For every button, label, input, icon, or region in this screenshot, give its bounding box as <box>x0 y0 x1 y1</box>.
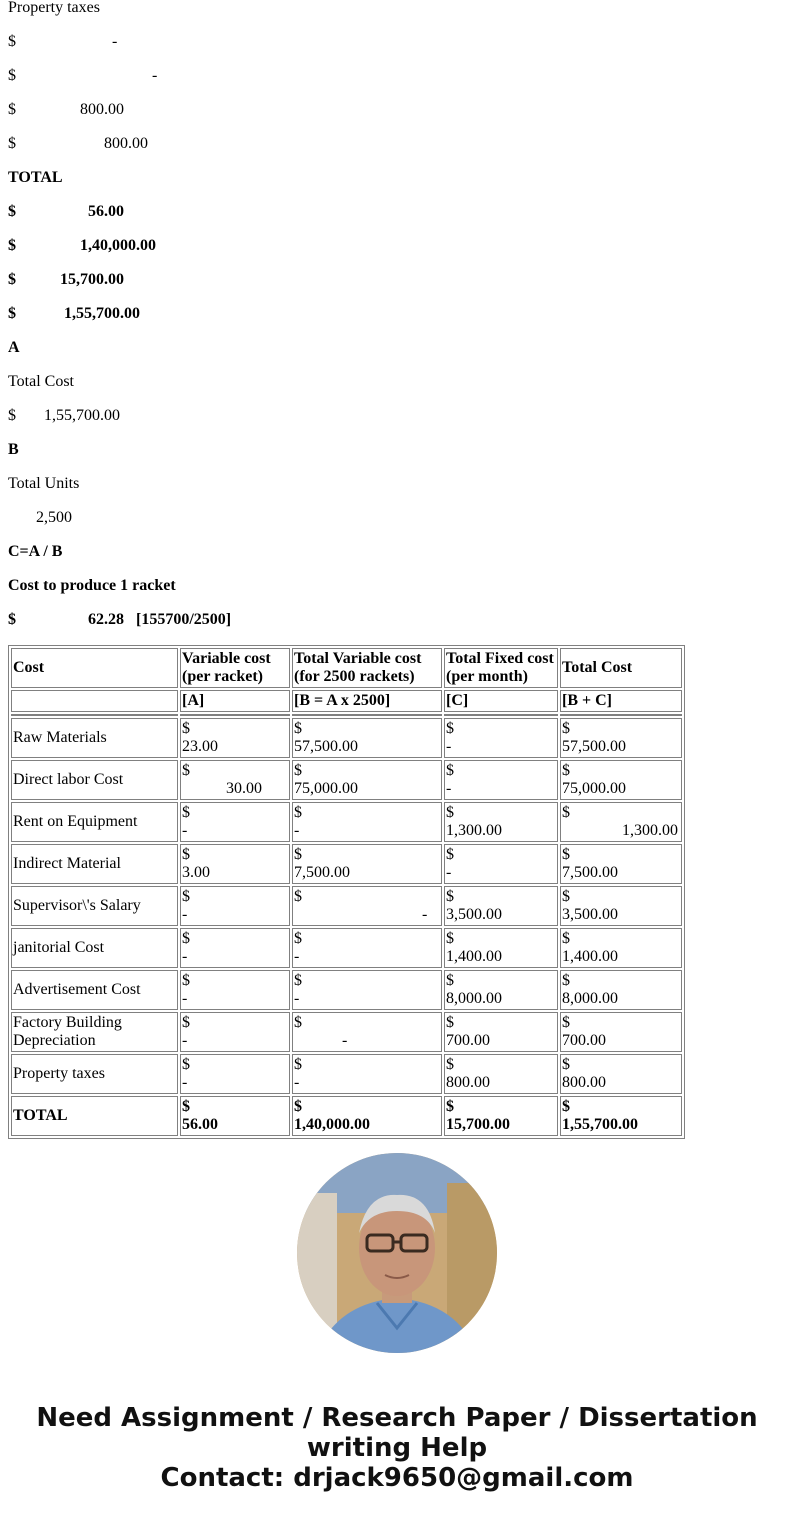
value-cell <box>292 760 442 800</box>
header-cell: Total Variable cost (for 2500 rackets) <box>292 648 442 688</box>
currency-symbol: $ <box>294 930 302 947</box>
currency-symbol: $ <box>446 1014 454 1031</box>
value-cell <box>292 1096 442 1136</box>
row-label: Raw Materials <box>11 718 178 758</box>
value-cell <box>180 844 290 884</box>
row-label: TOTAL <box>11 1096 178 1136</box>
amount: - <box>294 906 428 923</box>
footer-line-2: writing Help <box>306 1433 488 1463</box>
value-cell <box>560 760 682 800</box>
row-label: Advertisement Cost <box>11 970 178 1010</box>
row-label: Indirect Material <box>11 844 178 884</box>
value-cell <box>560 1096 682 1136</box>
currency-symbol: $ <box>446 972 454 989</box>
footer-contact: Contact: drjack9650@gmail.com <box>160 1463 634 1493</box>
currency-symbol: $ <box>294 888 302 905</box>
amount: 1,40,000.00 <box>294 1116 370 1133</box>
amount: 3.00 <box>182 864 210 881</box>
currency-symbol: $ <box>562 1056 570 1073</box>
value-cell <box>560 928 682 968</box>
pt-var-cost: $ - <box>8 33 118 50</box>
currency-symbol: $ <box>182 846 190 863</box>
currency-symbol: $ <box>446 762 454 779</box>
subheader-cell: [B + C] <box>560 690 682 712</box>
amount: 7,500.00 <box>562 864 618 881</box>
table-row <box>11 970 682 1010</box>
currency-symbol: $ <box>294 804 302 821</box>
value-cell <box>180 718 290 758</box>
total-cost-label: Total Cost <box>8 373 74 390</box>
amount: - <box>446 780 452 797</box>
subheader-cell: [A] <box>180 690 290 712</box>
value-cell <box>444 1012 558 1052</box>
amount: - <box>446 864 452 881</box>
value-cell <box>292 886 442 926</box>
amount: - <box>294 990 300 1007</box>
value-cell <box>560 718 682 758</box>
amount: - <box>182 822 188 839</box>
value-cell <box>292 802 442 842</box>
amount: - <box>182 1074 188 1091</box>
value-cell <box>180 760 290 800</box>
currency-symbol: $ <box>294 1056 302 1073</box>
value-cell <box>444 886 558 926</box>
header-cell: Total Cost <box>560 648 682 688</box>
value-cell <box>444 928 558 968</box>
amount: 1,55,700.00 <box>562 1116 638 1133</box>
value-cell <box>444 802 558 842</box>
currency-symbol: $ <box>182 1098 190 1115</box>
row-label: Supervisor\'s Salary <box>11 886 178 926</box>
currency-symbol: $ <box>294 1098 302 1115</box>
currency-symbol: $ <box>562 762 570 779</box>
value-cell <box>444 970 558 1010</box>
table-row <box>11 1054 682 1094</box>
total-row <box>11 1096 682 1136</box>
presenter-avatar <box>297 1153 497 1353</box>
value-cell <box>560 802 682 842</box>
total-total-var: $ 1,40,000.00 <box>8 237 156 254</box>
pt-fixed: $ 800.00 <box>8 101 124 118</box>
amount: 800.00 <box>446 1074 490 1091</box>
presenter-photo-icon <box>297 1153 497 1353</box>
total-cost-value: $ 1,55,700.00 <box>8 407 120 424</box>
currency-symbol: $ <box>294 720 302 737</box>
amount: 1,400.00 <box>446 948 502 965</box>
cost-per-racket-value: $ 62.28 [155700/2500] <box>8 611 232 628</box>
footer-promo <box>0 1403 794 1493</box>
currency-symbol: $ <box>562 846 570 863</box>
table-subheader-row <box>11 690 682 712</box>
value-cell <box>444 844 558 884</box>
amount: - <box>294 1032 348 1049</box>
total-units-value: 2,500 <box>8 509 72 526</box>
amount: 1,400.00 <box>562 948 618 965</box>
table-row <box>11 928 682 968</box>
value-cell <box>444 718 558 758</box>
currency-symbol: $ <box>294 1014 302 1031</box>
value-cell <box>560 1012 682 1052</box>
currency-symbol: $ <box>562 1098 570 1115</box>
amount: 3,500.00 <box>562 906 618 923</box>
currency-symbol: $ <box>294 972 302 989</box>
value-cell <box>180 1012 290 1052</box>
row-label: Rent on Equipment <box>11 802 178 842</box>
value-cell <box>292 970 442 1010</box>
amount: 1,300.00 <box>562 822 678 839</box>
value-cell <box>560 886 682 926</box>
total-label: TOTAL <box>8 169 63 186</box>
currency-symbol: $ <box>446 846 454 863</box>
value-cell <box>292 928 442 968</box>
amount: - <box>446 738 452 755</box>
amount: 8,000.00 <box>562 990 618 1007</box>
cost-table <box>8 645 685 1139</box>
value-cell <box>444 1054 558 1094</box>
table-row <box>11 1012 682 1052</box>
pt-total: $ 800.00 <box>8 135 148 152</box>
value-cell <box>180 802 290 842</box>
total-fixed: $ 15,700.00 <box>8 271 124 288</box>
currency-symbol: $ <box>562 720 570 737</box>
value-cell <box>292 844 442 884</box>
cost-per-racket-label: Cost to produce 1 racket <box>8 577 176 594</box>
currency-symbol: $ <box>446 804 454 821</box>
currency-symbol: $ <box>446 888 454 905</box>
row-label: Factory Building Depreciation <box>11 1012 178 1052</box>
amount: - <box>182 948 188 965</box>
amount: - <box>294 948 300 965</box>
currency-symbol: $ <box>562 1014 570 1031</box>
table-row <box>11 844 682 884</box>
amount: 1,300.00 <box>446 822 502 839</box>
currency-symbol: $ <box>182 1014 190 1031</box>
currency-symbol: $ <box>562 972 570 989</box>
property-taxes-label: Property taxes <box>8 0 100 16</box>
amount: 700.00 <box>446 1032 490 1049</box>
value-cell <box>444 1096 558 1136</box>
table-separator-row <box>11 714 682 716</box>
header-cell: Total Fixed cost (per month) <box>444 648 558 688</box>
value-cell <box>180 1054 290 1094</box>
footer-line-1: Need Assignment / Research Paper / Dissertation <box>36 1403 758 1433</box>
amount: 3,500.00 <box>446 906 502 923</box>
amount: - <box>182 990 188 1007</box>
amount: 75,000.00 <box>562 780 626 797</box>
amount: - <box>182 1032 188 1049</box>
subheader-cell <box>11 690 178 712</box>
currency-symbol: $ <box>294 762 302 779</box>
currency-symbol: $ <box>446 720 454 737</box>
pt-total-var: $ - <box>8 67 158 84</box>
value-cell <box>560 1054 682 1094</box>
currency-symbol: $ <box>182 972 190 989</box>
value-cell <box>292 1054 442 1094</box>
table-row <box>11 802 682 842</box>
amount: 23.00 <box>182 738 218 755</box>
value-cell <box>292 1012 442 1052</box>
currency-symbol: $ <box>294 846 302 863</box>
row-label: janitorial Cost <box>11 928 178 968</box>
table-row <box>11 886 682 926</box>
amount: 700.00 <box>562 1032 606 1049</box>
amount: 800.00 <box>562 1074 606 1091</box>
amount: 7,500.00 <box>294 864 350 881</box>
c-label: C=A / B <box>8 543 63 560</box>
value-cell <box>560 970 682 1010</box>
currency-symbol: $ <box>182 804 190 821</box>
currency-symbol: $ <box>182 1056 190 1073</box>
amount: - <box>294 1074 300 1091</box>
value-cell <box>180 1096 290 1136</box>
total-units-label: Total Units <box>8 475 80 492</box>
amount: 8,000.00 <box>446 990 502 1007</box>
total-total: $ 1,55,700.00 <box>8 305 140 322</box>
table-row <box>11 718 682 758</box>
a-label: A <box>8 339 20 356</box>
currency-symbol: $ <box>562 888 570 905</box>
subheader-cell: [C] <box>444 690 558 712</box>
value-cell <box>180 928 290 968</box>
currency-symbol: $ <box>562 804 570 821</box>
currency-symbol: $ <box>446 1056 454 1073</box>
row-label: Property taxes <box>11 1054 178 1094</box>
amount: 57,500.00 <box>294 738 358 755</box>
value-cell <box>180 886 290 926</box>
currency-symbol: $ <box>182 762 190 779</box>
amount: 75,000.00 <box>294 780 358 797</box>
b-label: B <box>8 441 19 458</box>
amount: 57,500.00 <box>562 738 626 755</box>
amount: - <box>294 822 300 839</box>
value-cell <box>560 844 682 884</box>
amount: 30.00 <box>182 780 262 797</box>
currency-symbol: $ <box>182 888 190 905</box>
currency-symbol: $ <box>446 1098 454 1115</box>
currency-symbol: $ <box>446 930 454 947</box>
table-body <box>11 718 682 1136</box>
subheader-cell: [B = A x 2500] <box>292 690 442 712</box>
table-header-row <box>11 648 682 688</box>
value-cell <box>444 760 558 800</box>
value-cell <box>180 970 290 1010</box>
currency-symbol: $ <box>562 930 570 947</box>
currency-symbol: $ <box>182 930 190 947</box>
amount: 15,700.00 <box>446 1116 510 1133</box>
header-cell: Variable cost (per racket) <box>180 648 290 688</box>
currency-symbol: $ <box>182 720 190 737</box>
amount: 56.00 <box>182 1116 218 1133</box>
table-row <box>11 760 682 800</box>
amount: - <box>182 906 188 923</box>
header-cell: Cost <box>11 648 178 688</box>
row-label: Direct labor Cost <box>11 760 178 800</box>
total-var-cost: $ 56.00 <box>8 203 124 220</box>
value-cell <box>292 718 442 758</box>
